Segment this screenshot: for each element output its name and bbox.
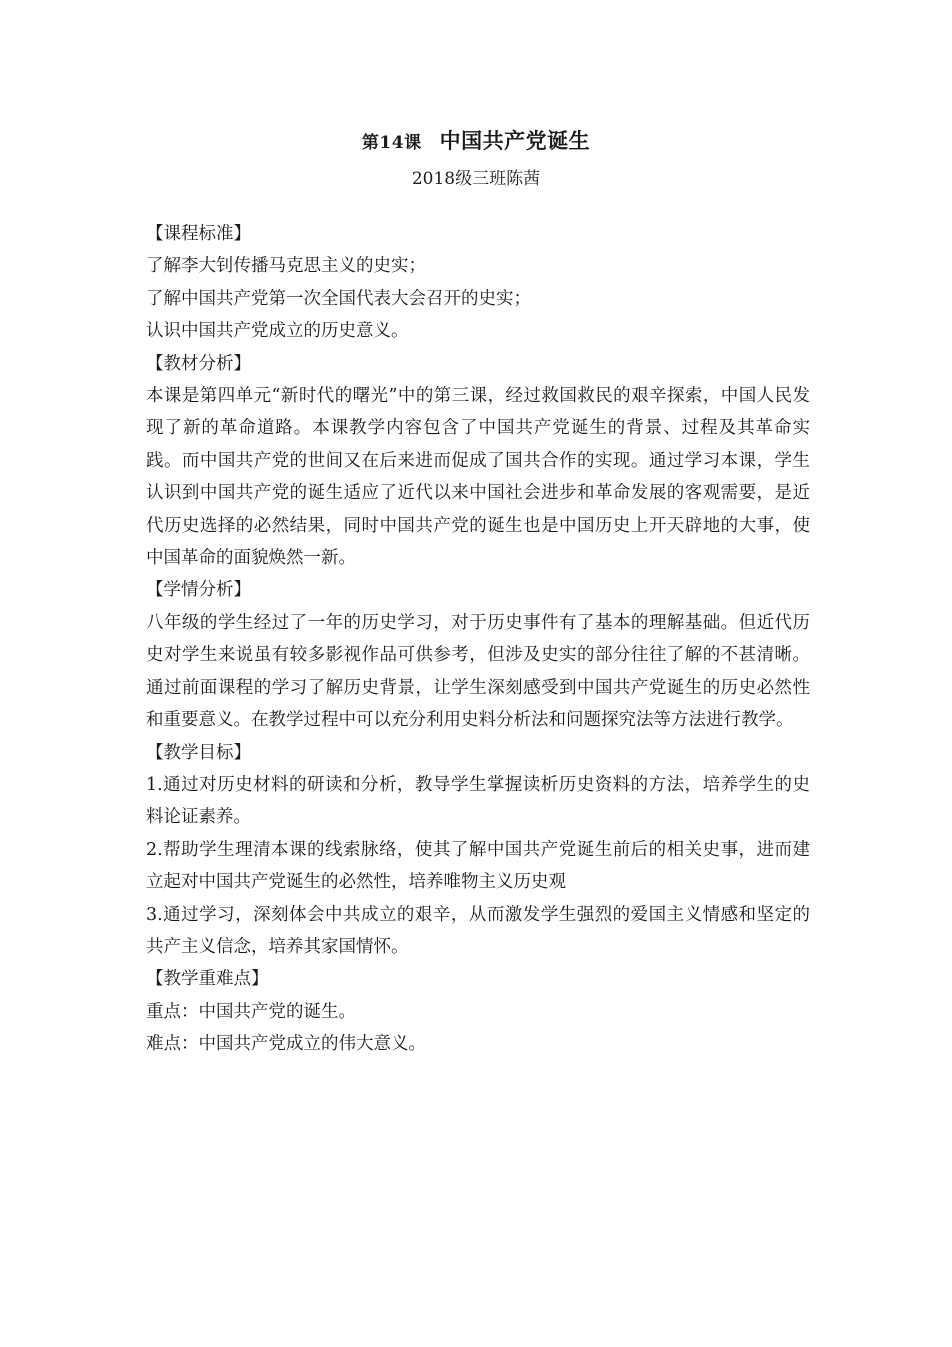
paragraph: 本课是第四单元“新时代的曙光”中的第三课，经过救国救民的艰辛探索，中国人民发现了新的革命道路。本课教学内容包含了中国共产党诞生的背景、过程及其革命实践。而中国共产党的世间又在后来进而促成了国共合作的实现。通过学习本课，学生认识到中国共产党的诞生适应了近代以来中国社会进步和革命发展的客观需要，是近代历史选择的必然结果，同时中国共产党的诞生也是中国历史上开天辟地的大事，使中国革命的面貌焕然一新。 [146, 386, 810, 569]
paragraph: 1.通过对历史材料的研读和分析，教导学生掌握读析历史资料的方法，培养学生的史料论证素养。 [146, 774, 810, 828]
section-textbook-analysis [146, 348, 810, 575]
paragraph: 3.通过学习，深刻体会中共成立的艰辛，从而激发学生强烈的爱国主义情感和坚定的共产主义信念，培养其家国情怀。 [146, 904, 810, 957]
section-key-points [146, 963, 810, 1060]
paragraph: 了解李大钊传播马克思主义的史实； [146, 256, 426, 277]
section-teaching-goals [146, 737, 810, 964]
section-heading: 【学情分析】 [146, 580, 251, 601]
section-heading: 【课程标准】 [146, 224, 251, 244]
lesson-number: 第14课 [361, 133, 422, 153]
paragraph: 了解中国共产党第一次全国代表大会召开的史实； [146, 288, 531, 309]
section-heading: 【教学目标】 [146, 742, 251, 763]
paragraph: 难点：中国共产党成立的伟大意义。 [146, 1034, 426, 1055]
section-course-standard [146, 218, 810, 348]
section-heading: 【教材分析】 [146, 353, 251, 374]
lesson-title: 中国共产党诞生 [439, 128, 591, 153]
paragraph: 认识中国共产党成立的历史意义。 [146, 321, 409, 342]
document-subtitle: 2018级三班陈茜 [411, 169, 541, 189]
document-body [146, 218, 810, 1061]
section-heading: 【教学重难点】 [146, 969, 269, 990]
paragraph: 重点：中国共产党的诞生。 [146, 1001, 356, 1022]
paragraph: 2.帮助学生理清本课的线索脉络，使其了解中国共产党诞生前后的相关史事，进而建立起对中国共产党诞生的必然性，培养唯物主义历史观 [146, 839, 810, 893]
document-title [0, 126, 952, 158]
paragraph: 八年级的学生经过了一年的历史学习，对于历史事件有了基本的理解基础。但近代历史对学生来说虽有较多影视作品可供参考，但涉及史实的部分往往了解的不甚清晰。通过前面课程的学习了解历史背景，让学生深刻感受到中国共产党诞生的历史必然性和重要意义。在教学过程中可以充分利用史料分析法和问题探究法等方法进行教学。 [146, 612, 810, 731]
section-student-analysis [146, 574, 810, 736]
